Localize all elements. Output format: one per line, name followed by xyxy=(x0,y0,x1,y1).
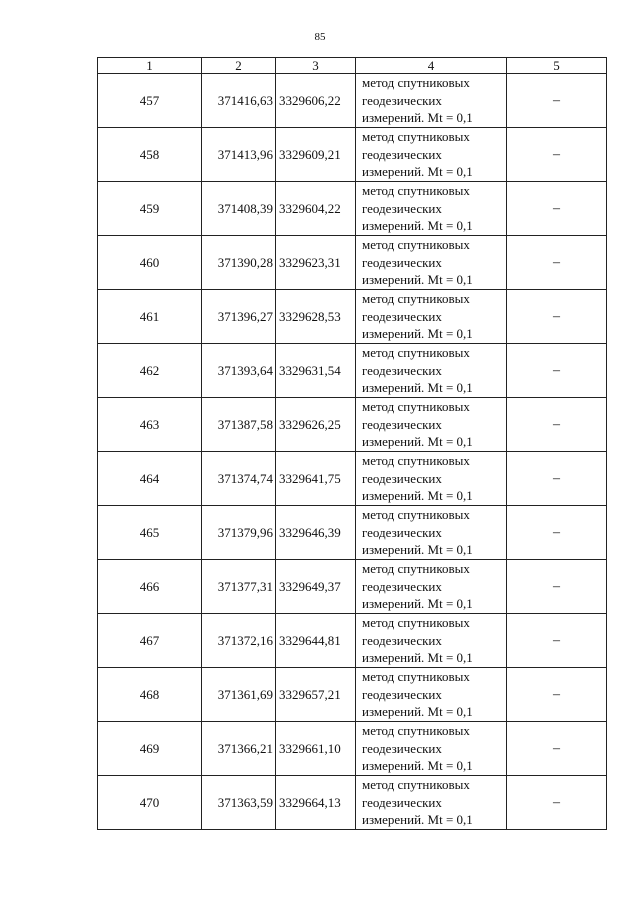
method-line-3: измерений. Mt = 0,1 xyxy=(362,110,473,126)
point-number: 466 xyxy=(98,560,202,614)
method-cell xyxy=(356,614,507,668)
note-cell: – xyxy=(507,560,607,614)
method-line-1: метод спутниковых xyxy=(362,399,470,415)
method-line-2: геодезических xyxy=(362,686,442,702)
method-cell xyxy=(356,560,507,614)
coordinate-x: 371393,64 xyxy=(202,344,276,398)
method-cell xyxy=(356,74,507,128)
method-line-3: измерений. Mt = 0,1 xyxy=(362,704,473,720)
coordinates-table xyxy=(97,57,607,830)
note-cell: – xyxy=(507,668,607,722)
coordinate-y: 3329649,37 xyxy=(276,560,356,614)
point-number: 470 xyxy=(98,776,202,830)
table-row xyxy=(98,722,607,776)
method-line-1: метод спутниковых xyxy=(362,615,470,631)
note-cell: – xyxy=(507,452,607,506)
method-line-2: геодезических xyxy=(362,362,442,378)
note-cell: – xyxy=(507,290,607,344)
coordinate-x: 371374,74 xyxy=(202,452,276,506)
method-cell xyxy=(356,668,507,722)
point-number: 464 xyxy=(98,452,202,506)
method-line-3: измерений. Mt = 0,1 xyxy=(362,164,473,180)
method-line-1: метод спутниковых xyxy=(362,291,470,307)
coordinate-x: 371377,31 xyxy=(202,560,276,614)
method-line-3: измерений. Mt = 0,1 xyxy=(362,434,473,450)
method-line-3: измерений. Mt = 0,1 xyxy=(362,326,473,342)
method-line-3: измерений. Mt = 0,1 xyxy=(362,542,473,558)
note-cell: – xyxy=(507,722,607,776)
header-col-3: 3 xyxy=(276,58,356,74)
table-row xyxy=(98,560,607,614)
method-line-1: метод спутниковых xyxy=(362,777,470,793)
note-cell: – xyxy=(507,398,607,452)
point-number: 459 xyxy=(98,182,202,236)
table-row xyxy=(98,398,607,452)
note-cell: – xyxy=(507,182,607,236)
method-line-1: метод спутниковых xyxy=(362,507,470,523)
method-line-2: геодезических xyxy=(362,308,442,324)
table-header-row xyxy=(98,58,607,74)
coordinate-y: 3329626,25 xyxy=(276,398,356,452)
point-number: 462 xyxy=(98,344,202,398)
coordinate-y: 3329641,75 xyxy=(276,452,356,506)
table-body xyxy=(98,74,607,830)
coordinate-y: 3329646,39 xyxy=(276,506,356,560)
table-row xyxy=(98,776,607,830)
coordinate-x: 371408,39 xyxy=(202,182,276,236)
coordinate-y: 3329628,53 xyxy=(276,290,356,344)
point-number: 468 xyxy=(98,668,202,722)
coordinate-x: 371390,28 xyxy=(202,236,276,290)
method-line-3: измерений. Mt = 0,1 xyxy=(362,218,473,234)
method-cell xyxy=(356,236,507,290)
method-cell xyxy=(356,506,507,560)
method-cell xyxy=(356,776,507,830)
method-line-2: геодезических xyxy=(362,92,442,108)
header-col-2: 2 xyxy=(202,58,276,74)
method-line-3: измерений. Mt = 0,1 xyxy=(362,380,473,396)
point-number: 457 xyxy=(98,74,202,128)
method-line-1: метод спутниковых xyxy=(362,561,470,577)
coordinate-x: 371416,63 xyxy=(202,74,276,128)
method-line-2: геодезических xyxy=(362,632,442,648)
coordinate-y: 3329661,10 xyxy=(276,722,356,776)
method-cell xyxy=(356,722,507,776)
table-row xyxy=(98,128,607,182)
method-line-2: геодезических xyxy=(362,524,442,540)
coordinate-x: 371363,59 xyxy=(202,776,276,830)
method-line-3: измерений. Mt = 0,1 xyxy=(362,650,473,666)
method-line-3: измерений. Mt = 0,1 xyxy=(362,488,473,504)
header-col-5: 5 xyxy=(507,58,607,74)
method-cell xyxy=(356,182,507,236)
table-row xyxy=(98,74,607,128)
method-line-2: геодезических xyxy=(362,200,442,216)
coordinate-y: 3329609,21 xyxy=(276,128,356,182)
table-row xyxy=(98,452,607,506)
method-line-1: метод спутниковых xyxy=(362,75,470,91)
note-cell: – xyxy=(507,776,607,830)
method-line-2: геодезических xyxy=(362,740,442,756)
coordinate-x: 371396,27 xyxy=(202,290,276,344)
header-col-1: 1 xyxy=(98,58,202,74)
method-line-2: геодезических xyxy=(362,146,442,162)
method-line-1: метод спутниковых xyxy=(362,723,470,739)
coordinate-y: 3329657,21 xyxy=(276,668,356,722)
method-line-2: геодезических xyxy=(362,794,442,810)
method-line-3: измерений. Mt = 0,1 xyxy=(362,758,473,774)
coordinate-x: 371372,16 xyxy=(202,614,276,668)
note-cell: – xyxy=(507,236,607,290)
method-line-1: метод спутниковых xyxy=(362,453,470,469)
method-cell xyxy=(356,290,507,344)
table-row xyxy=(98,236,607,290)
method-cell xyxy=(356,128,507,182)
method-cell xyxy=(356,452,507,506)
header-col-4: 4 xyxy=(356,58,507,74)
coordinate-y: 3329606,22 xyxy=(276,74,356,128)
coordinate-y: 3329664,13 xyxy=(276,776,356,830)
coordinate-y: 3329604,22 xyxy=(276,182,356,236)
table-row xyxy=(98,668,607,722)
method-line-3: измерений. Mt = 0,1 xyxy=(362,812,473,828)
method-line-1: метод спутниковых xyxy=(362,669,470,685)
method-cell xyxy=(356,398,507,452)
coordinate-x: 371361,69 xyxy=(202,668,276,722)
point-number: 463 xyxy=(98,398,202,452)
coordinate-y: 3329623,31 xyxy=(276,236,356,290)
note-cell: – xyxy=(507,74,607,128)
note-cell: – xyxy=(507,128,607,182)
table-row xyxy=(98,614,607,668)
method-line-1: метод спутниковых xyxy=(362,237,470,253)
method-line-1: метод спутниковых xyxy=(362,129,470,145)
method-line-2: геодезических xyxy=(362,470,442,486)
point-number: 465 xyxy=(98,506,202,560)
point-number: 458 xyxy=(98,128,202,182)
note-cell: – xyxy=(507,614,607,668)
table-row xyxy=(98,290,607,344)
table-row xyxy=(98,506,607,560)
method-line-1: метод спутниковых xyxy=(362,345,470,361)
method-line-2: геодезических xyxy=(362,254,442,270)
point-number: 461 xyxy=(98,290,202,344)
note-cell: – xyxy=(507,506,607,560)
method-line-3: измерений. Mt = 0,1 xyxy=(362,272,473,288)
method-line-1: метод спутниковых xyxy=(362,183,470,199)
method-line-3: измерений. Mt = 0,1 xyxy=(362,596,473,612)
note-cell: – xyxy=(507,344,607,398)
coordinate-x: 371387,58 xyxy=(202,398,276,452)
table-row xyxy=(98,344,607,398)
method-line-2: геодезических xyxy=(362,416,442,432)
page-number: 85 xyxy=(314,31,326,43)
method-line-2: геодезических xyxy=(362,578,442,594)
coordinate-y: 3329631,54 xyxy=(276,344,356,398)
coordinate-x: 371379,96 xyxy=(202,506,276,560)
point-number: 467 xyxy=(98,614,202,668)
table-row xyxy=(98,182,607,236)
point-number: 460 xyxy=(98,236,202,290)
method-cell xyxy=(356,344,507,398)
point-number: 469 xyxy=(98,722,202,776)
coordinate-y: 3329644,81 xyxy=(276,614,356,668)
coordinate-x: 371413,96 xyxy=(202,128,276,182)
coordinate-x: 371366,21 xyxy=(202,722,276,776)
